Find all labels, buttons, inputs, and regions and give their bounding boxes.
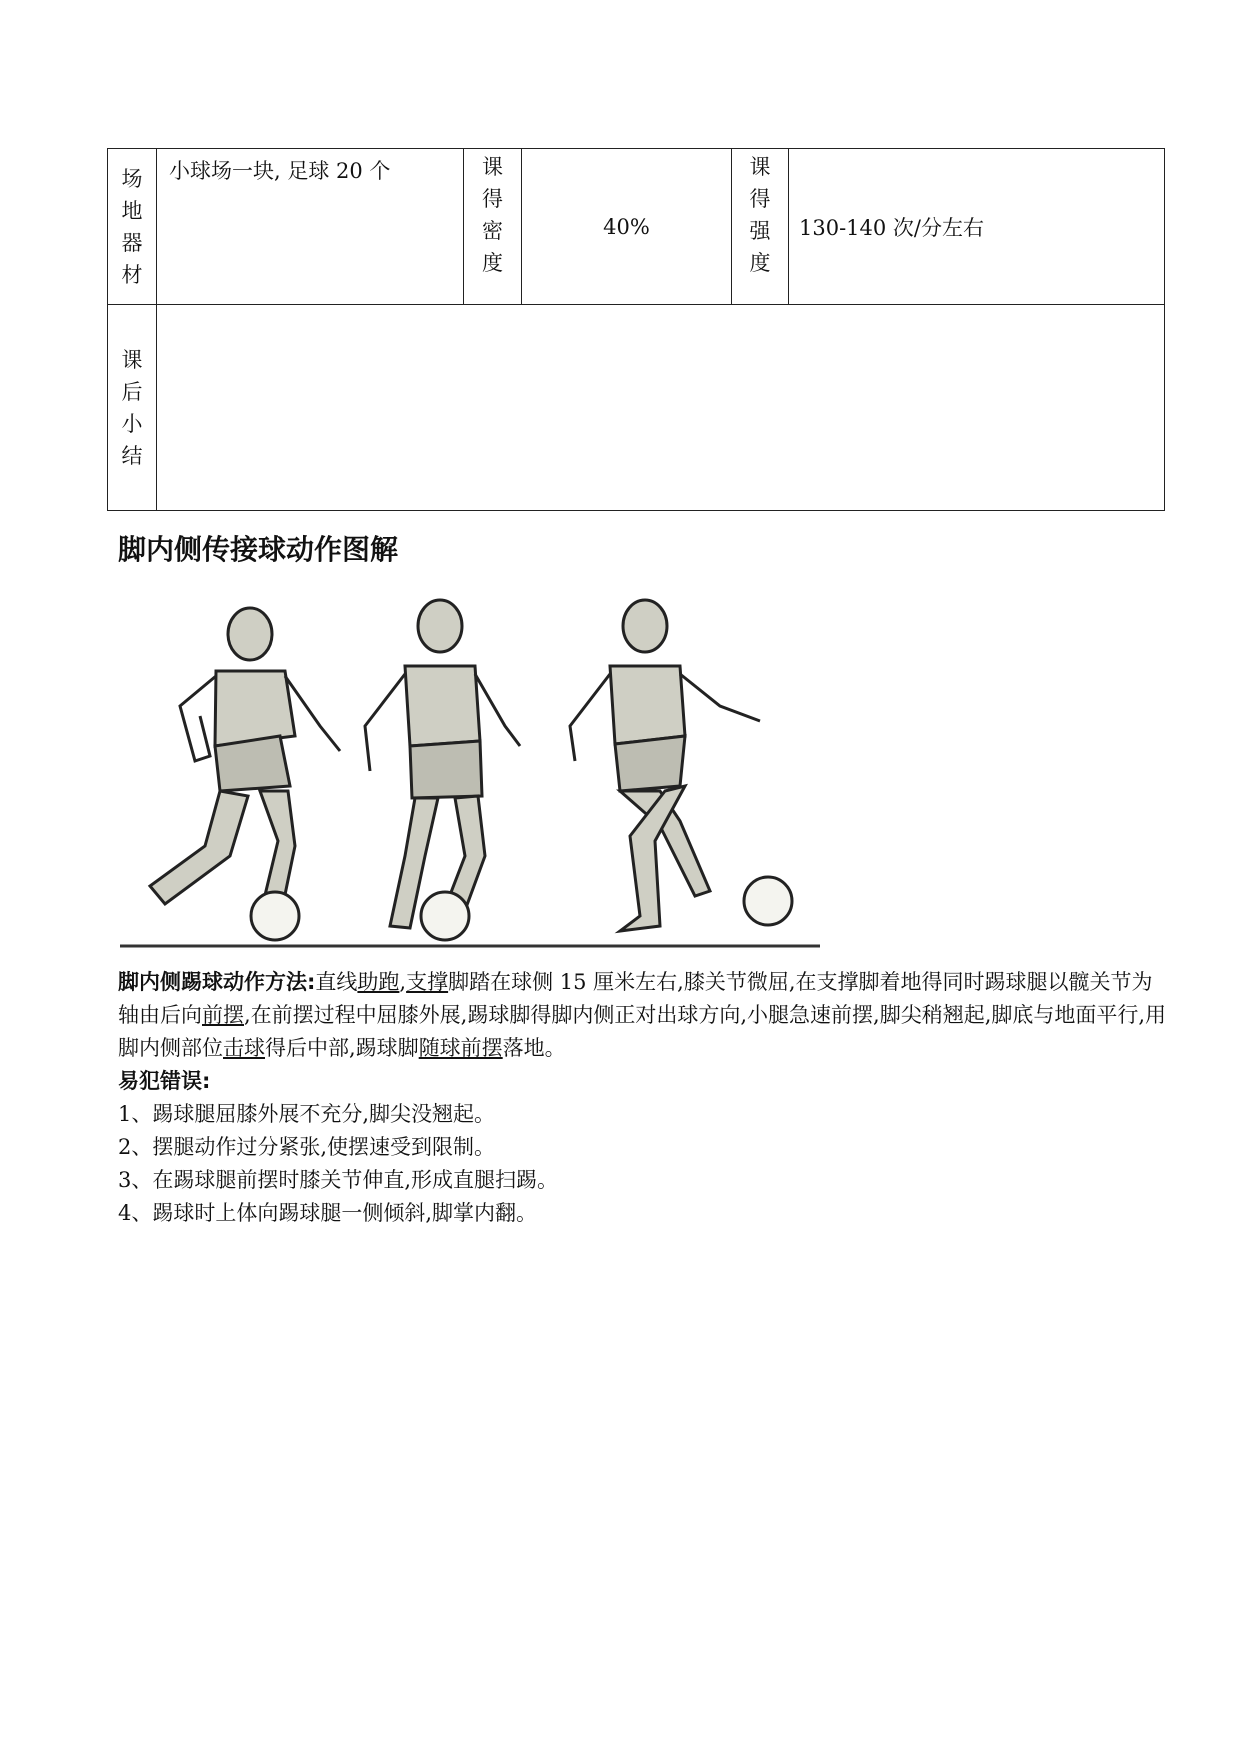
list-item: 3、在踢球腿前摆时膝关节伸直,形成直腿扫踢。: [118, 1168, 559, 1192]
kicking-illustration: [120, 586, 820, 956]
method-text: 得后中部,踢球脚: [265, 1036, 419, 1060]
method-label: 脚内侧踢球动作方法:: [118, 970, 316, 994]
errors-label: 易犯错误:: [118, 1069, 211, 1093]
intensity-label: 课 得 强 度: [732, 149, 789, 305]
intensity-value: 130-140 次/分左右: [789, 149, 1165, 305]
underlined-term: 前摆: [202, 1003, 244, 1027]
section-title: 脚内侧传接球动作图解: [118, 533, 399, 566]
density-label: 课 得 密 度: [464, 149, 522, 305]
football-icon: [251, 877, 792, 940]
method-text: 落地。: [502, 1036, 566, 1060]
method-text: ,在前摆过程中屈膝外展,踢球脚得脚内侧正对出球方向,小腿急速前摆,脚尖稍翘起,脚底与地面平行,用脚内侧部位: [118, 1003, 1167, 1060]
method-paragraph: [118, 966, 1168, 1065]
underlined-term: 随球前摆: [418, 1036, 503, 1060]
underlined-term: 支撑: [406, 970, 449, 994]
player-figure: [365, 600, 520, 928]
table-row: [108, 305, 1165, 511]
summary-value: [157, 305, 1165, 511]
method-text: 直线: [315, 970, 358, 994]
method-text: 脚踏在球侧 15 厘米左右,膝关节微屈,在支撑脚着地得同时踢球腿以髋关节为轴由后向: [118, 970, 1153, 1027]
method-text: ,: [399, 970, 407, 994]
list-item: 4、踢球时上体向踢球腿一侧倾斜,脚掌内翻。: [118, 1201, 538, 1225]
underlined-term: 助跑: [357, 970, 400, 994]
summary-label: 课 后 小 结: [108, 305, 157, 511]
venue-value: 小球场一块, 足球 20 个: [157, 149, 464, 305]
method-text-block: [118, 966, 1168, 1230]
underlined-term: 击球: [223, 1036, 265, 1060]
errors-heading: [118, 1065, 1168, 1098]
venue-label: 场 地 器 材: [108, 149, 157, 305]
list-item: 2、摆腿动作过分紧张,使摆速受到限制。: [118, 1135, 496, 1159]
player-figure: [150, 608, 340, 919]
density-value: 40%: [522, 149, 732, 305]
list-item: 1、踢球腿屈膝外展不充分,脚尖没翘起。: [118, 1102, 496, 1126]
table-row: [108, 149, 1165, 305]
lesson-info-table: [107, 148, 1165, 511]
player-figure: [570, 600, 760, 931]
